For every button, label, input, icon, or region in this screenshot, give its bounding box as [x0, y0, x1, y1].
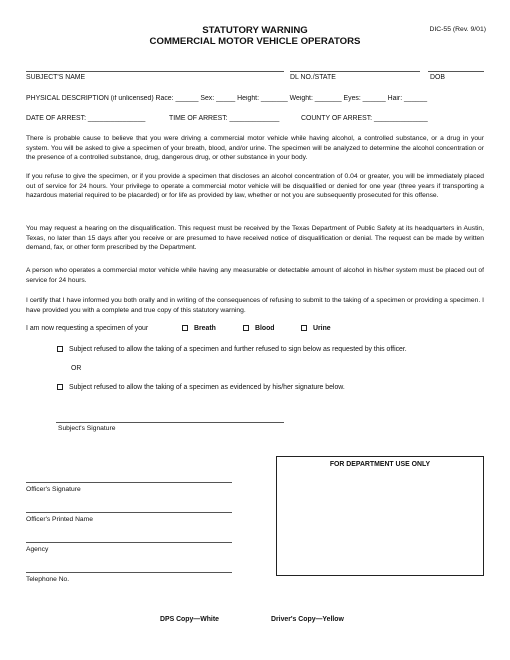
certification-paragraph: I certify that I have informed you both orally and in writing of the consequences of refusing to submit to the taking of a specimen or providing a specimen. I have provided you with a complete and true copy of this statutory warning.	[26, 297, 484, 314]
breath-label: Breath	[194, 325, 216, 332]
refusal-option-1[interactable]	[57, 346, 407, 353]
date-of-arrest-field[interactable]: DATE OF ARREST: _______________	[26, 115, 146, 122]
subject-name-line[interactable]	[26, 71, 284, 72]
urine-checkbox[interactable]	[301, 325, 307, 331]
officer-signature-line[interactable]	[26, 482, 232, 483]
blood-label: Blood	[255, 325, 275, 332]
breath-option[interactable]	[182, 325, 216, 332]
or-label: OR	[71, 365, 82, 372]
form-subtitle: COMMERCIAL MOTOR VEHICLE OPERATORS	[149, 36, 361, 47]
urine-option[interactable]	[301, 325, 331, 332]
refusal-2-checkbox[interactable]	[57, 384, 63, 390]
officer-printed-name-label: Officer's Printed Name	[26, 516, 93, 523]
officer-signature-label: Officer's Signature	[26, 486, 81, 493]
warning-paragraph-1: There is probable cause to believe that you were driving a commercial motor vehicle while having alcohol, a controlled substance, or a drug in your system. You will be asked to give a specimen of your breath, blood, and/or urine. The specimen will be analyzed to determine the alcohol concentration or the presence of a controlled substance, drug, dangerous drug, or other substance in your body.	[26, 135, 484, 162]
subject-name-label: SUBJECT'S NAME	[26, 74, 86, 81]
refusal-option-2[interactable]	[57, 384, 345, 391]
dob-line[interactable]	[428, 71, 484, 72]
subject-signature-line[interactable]	[56, 422, 284, 423]
warning-paragraph-4: A person who operates a commercial motor vehicle while having any measurable or detectable amount of alcohol in his/her system must be placed out of service for 24 hours.	[26, 267, 484, 284]
form-title: STATUTORY WARNING	[202, 25, 308, 36]
refusal-1-label: Subject refused to allow the taking of a specimen and further refused to sign below as requested by this officer.	[69, 346, 407, 353]
agency-label: Agency	[26, 546, 49, 553]
agency-line[interactable]	[26, 542, 232, 543]
form-number: DIC-55 (Rev. 9/01)	[429, 26, 486, 33]
specimen-request-label: I am now requesting a specimen of your	[26, 325, 149, 332]
telephone-line[interactable]	[26, 572, 232, 573]
physical-description-field[interactable]: PHYSICAL DESCRIPTION (if unlicensed) Race: ______ Sex: _____ Height: _______ Weight: _______ Eyes: ______ Hair: ______	[26, 95, 428, 102]
warning-paragraph-2: If you refuse to give the specimen, or if you provide a specimen that discloses an alcohol concentration of 0.04 or greater, you will be immediately placed out of service for 24 hours. Your privilege to operate a commercial motor vehicle will be disqualified or denied for one year (three years if transporting a hazardous material required to be placarded) or for life as provided by law, whether or not you are subsequently prosecuted for this offense.	[26, 173, 484, 200]
officer-printed-name-line[interactable]	[26, 512, 232, 513]
dl-number-label: DL NO./STATE	[290, 74, 336, 81]
driver-copy-label: Driver's Copy—Yellow	[271, 616, 344, 623]
dps-copy-label: DPS Copy—White	[160, 616, 219, 623]
telephone-label: Telephone No.	[26, 576, 70, 583]
warning-paragraph-3: You may request a hearing on the disqualification. This request must be received by the Texas Department of Public Safety at its headquarters in Austin, Texas, no later than 15 days after you receive or are presumed to have received notice of disqualification or denial. The request can be made by written demand, fax, or other form prescribed by the Department.	[26, 225, 484, 252]
department-use-title: FOR DEPARTMENT USE ONLY	[329, 461, 431, 468]
refusal-1-checkbox[interactable]	[57, 346, 63, 352]
breath-checkbox[interactable]	[182, 325, 188, 331]
subject-signature-label: Subject's Signature	[58, 425, 116, 432]
dl-number-line[interactable]	[290, 71, 420, 72]
time-of-arrest-field[interactable]: TIME OF ARREST: _____________	[169, 115, 280, 122]
department-use-box[interactable]	[276, 456, 484, 576]
refusal-2-label: Subject refused to allow the taking of a specimen as evidenced by his/her signature below.	[69, 384, 345, 391]
blood-checkbox[interactable]	[243, 325, 249, 331]
dob-label: DOB	[430, 74, 445, 81]
county-of-arrest-field[interactable]: COUNTY OF ARREST: ______________	[301, 115, 428, 122]
urine-label: Urine	[313, 325, 331, 332]
blood-option[interactable]	[243, 325, 275, 332]
